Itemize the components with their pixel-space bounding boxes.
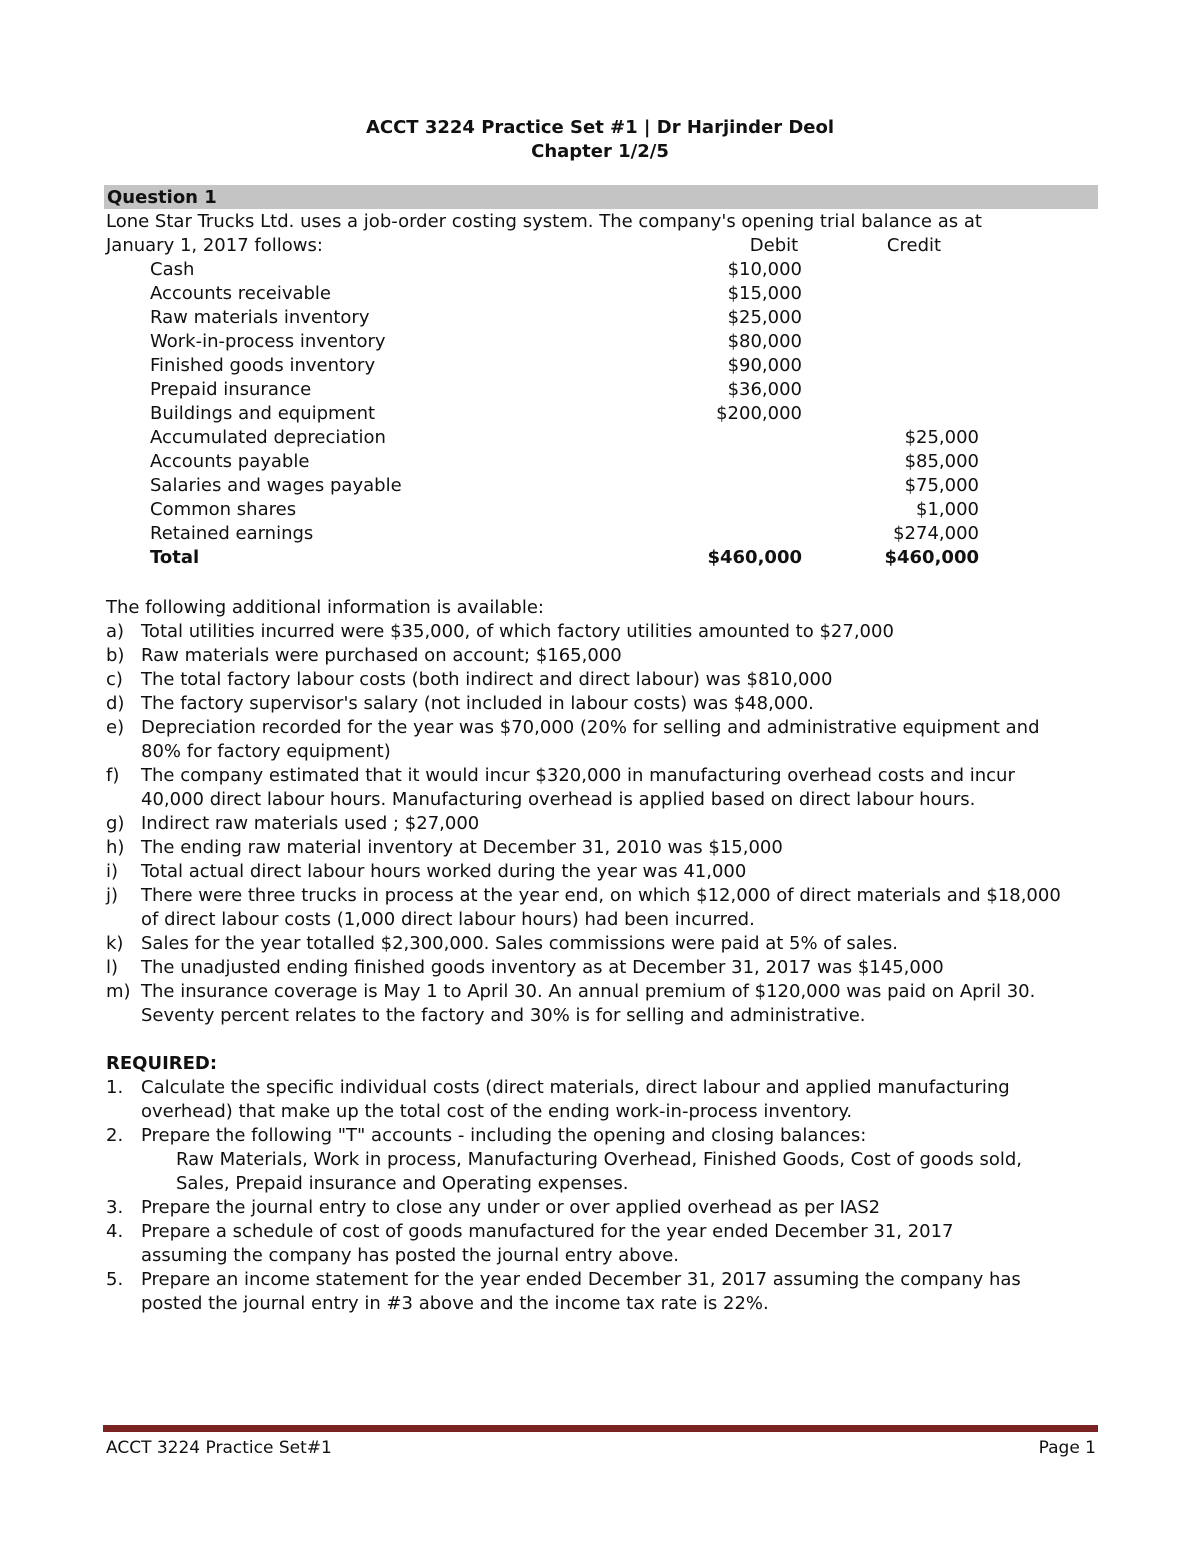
list-item-line: The unadjusted ending finished goods inventory as at December 31, 2017 was $145,000 xyxy=(141,957,944,978)
list-marker: l) xyxy=(106,957,119,978)
table-row xyxy=(150,378,1000,402)
list-item-line: The ending raw material inventory at December 31, 2010 was $15,000 xyxy=(141,837,783,858)
account-name: Salaries and wages payable xyxy=(150,475,402,496)
footer-left-text: ACCT 3224 Practice Set#1 xyxy=(106,1438,332,1458)
list-marker: b) xyxy=(106,645,125,666)
table-row xyxy=(150,282,1000,306)
list-item xyxy=(106,860,1106,884)
debit-amount: $200,000 xyxy=(716,403,802,424)
credit-amount: $274,000 xyxy=(893,523,979,544)
list-item xyxy=(106,1124,1106,1196)
list-marker: c) xyxy=(106,669,123,690)
list-item-line: Prepare the journal entry to close any under or over applied overhead as per IAS2 xyxy=(141,1197,881,1218)
intro-line-2: January 1, 2017 follows: xyxy=(106,235,323,256)
list-item xyxy=(106,692,1106,716)
list-item xyxy=(106,884,1106,932)
table-row xyxy=(150,546,1000,570)
table-row xyxy=(150,522,1000,546)
list-item-line: Raw materials were purchased on account; $165,000 xyxy=(141,645,622,666)
table-row xyxy=(150,354,1000,378)
list-item xyxy=(106,1076,1106,1124)
list-item-subline: Sales, Prepaid insurance and Operating expenses. xyxy=(176,1173,629,1194)
credit-amount: $460,000 xyxy=(884,547,979,568)
list-marker: 3. xyxy=(106,1197,124,1218)
credit-column-header: Credit xyxy=(886,235,942,256)
list-item-line: of direct labour costs (1,000 direct labour hours) had been incurred. xyxy=(141,909,755,930)
account-name: Accumulated depreciation xyxy=(150,427,386,448)
list-item-line: The insurance coverage is May 1 to April 30. An annual premium of $120,000 was paid on April 30. xyxy=(141,981,1036,1002)
list-item-line: Sales for the year totalled $2,300,000. Sales commissions were paid at 5% of sales. xyxy=(141,933,898,954)
list-item xyxy=(106,1268,1106,1316)
debit-amount: $15,000 xyxy=(727,283,802,304)
list-item xyxy=(106,620,1106,644)
additional-information xyxy=(106,596,1106,1028)
list-item-line: There were three trucks in process at the year end, on which $12,000 of direct materials and $18,000 xyxy=(141,885,1061,906)
debit-column-header: Debit xyxy=(749,235,799,256)
account-name: Common shares xyxy=(150,499,297,520)
list-item xyxy=(106,764,1106,812)
debit-amount: $36,000 xyxy=(727,379,802,400)
list-marker: f) xyxy=(106,765,120,786)
list-item-line: 80% for factory equipment) xyxy=(141,741,391,762)
debit-amount: $460,000 xyxy=(707,547,802,568)
list-item xyxy=(106,716,1106,764)
question-intro xyxy=(106,210,982,258)
document-subtitle: Chapter 1/2/5 xyxy=(531,141,669,162)
list-item-line: Total actual direct labour hours worked during the year was 41,000 xyxy=(141,861,747,882)
account-name: Accounts payable xyxy=(150,451,310,472)
account-name: Buildings and equipment xyxy=(150,403,376,424)
list-item-line: assuming the company has posted the journal entry above. xyxy=(141,1245,680,1266)
list-item xyxy=(106,836,1106,860)
list-marker: e) xyxy=(106,717,125,738)
list-marker: j) xyxy=(106,885,119,906)
account-name: Accounts receivable xyxy=(150,283,332,304)
list-marker: 2. xyxy=(106,1125,124,1146)
list-item xyxy=(106,1220,1106,1268)
list-marker: g) xyxy=(106,813,125,834)
debit-amount: $90,000 xyxy=(727,355,802,376)
table-row xyxy=(150,498,1000,522)
list-item xyxy=(106,812,1106,836)
intro-line-1: Lone Star Trucks Ltd. uses a job-order costing system. The company's opening trial balance as at xyxy=(106,211,982,232)
required-heading: REQUIRED: xyxy=(106,1053,218,1074)
list-item xyxy=(106,668,1106,692)
list-marker: a) xyxy=(106,621,125,642)
list-item-line: posted the journal entry in #3 above and the income tax rate is 22%. xyxy=(141,1293,769,1314)
list-item xyxy=(106,980,1106,1028)
list-marker: h) xyxy=(106,837,125,858)
list-item-line: Total utilities incurred were $35,000, of which factory utilities amounted to $27,000 xyxy=(141,621,894,642)
table-row xyxy=(150,402,1000,426)
page-number: Page 1 xyxy=(1038,1438,1096,1458)
table-row xyxy=(150,306,1000,330)
list-item-line: 40,000 direct labour hours. Manufacturing overhead is applied based on direct labour hours. xyxy=(141,789,976,810)
list-marker: 5. xyxy=(106,1269,124,1290)
list-item-line: Indirect raw materials used ; $27,000 xyxy=(141,813,480,834)
question-heading: Question 1 xyxy=(104,185,1098,209)
list-item-line: Prepare the following "T" accounts - including the opening and closing balances: xyxy=(141,1125,867,1146)
credit-amount: $85,000 xyxy=(904,451,979,472)
table-row xyxy=(150,330,1000,354)
list-marker: i) xyxy=(106,861,119,882)
list-item xyxy=(106,1196,1106,1220)
account-name: Total xyxy=(150,547,200,568)
list-item-line: overhead) that make up the total cost of the ending work-in-process inventory. xyxy=(141,1101,853,1122)
required-section xyxy=(106,1052,1106,1316)
list-marker: 4. xyxy=(106,1221,124,1242)
credit-amount: $1,000 xyxy=(916,499,979,520)
account-name: Raw materials inventory xyxy=(150,307,370,328)
debit-amount: $25,000 xyxy=(727,307,802,328)
list-item-line: Prepare an income statement for the year ended December 31, 2017 assuming the company has xyxy=(141,1269,1021,1290)
account-name: Cash xyxy=(150,259,195,280)
account-name: Finished goods inventory xyxy=(150,355,376,376)
list-item-line: The total factory labour costs (both indirect and direct labour) was $810,000 xyxy=(141,669,833,690)
list-marker: d) xyxy=(106,693,125,714)
list-marker: 1. xyxy=(106,1077,124,1098)
list-item-line: The company estimated that it would incur $320,000 in manufacturing overhead costs and incur xyxy=(141,765,1015,786)
list-item-line: Depreciation recorded for the year was $70,000 (20% for selling and administrative equipment and xyxy=(141,717,1040,738)
list-item-line: Calculate the specific individual costs (direct materials, direct labour and applied manufacturing xyxy=(141,1077,1010,1098)
trial-balance-table xyxy=(150,258,1000,570)
credit-amount: $75,000 xyxy=(904,475,979,496)
list-item-line: The factory supervisor's salary (not included in labour costs) was $48,000. xyxy=(141,693,814,714)
list-item xyxy=(106,956,1106,980)
table-row xyxy=(150,450,1000,474)
additional-heading: The following additional information is available: xyxy=(106,597,544,618)
list-item-line: Seventy percent relates to the factory and 30% is for selling and administrative. xyxy=(141,1005,866,1026)
list-item-line: Prepare a schedule of cost of goods manufactured for the year ended December 31, 2017 xyxy=(141,1221,954,1242)
footer-rule xyxy=(103,1425,1098,1432)
list-item xyxy=(106,644,1106,668)
credit-amount: $25,000 xyxy=(904,427,979,448)
list-item xyxy=(106,932,1106,956)
list-marker: m) xyxy=(106,981,131,1002)
account-name: Work-in-process inventory xyxy=(150,331,386,352)
account-name: Prepaid insurance xyxy=(150,379,312,400)
table-row xyxy=(150,258,1000,282)
page-title xyxy=(0,116,1200,164)
account-name: Retained earnings xyxy=(150,523,314,544)
debit-amount: $80,000 xyxy=(727,331,802,352)
table-row xyxy=(150,426,1000,450)
debit-amount: $10,000 xyxy=(727,259,802,280)
table-row xyxy=(150,474,1000,498)
list-marker: k) xyxy=(106,933,124,954)
document-title: ACCT 3224 Practice Set #1 | Dr Harjinder Deol xyxy=(365,117,835,138)
list-item-subline: Raw Materials, Work in process, Manufacturing Overhead, Finished Goods, Cost of goods sold, xyxy=(176,1149,1023,1170)
